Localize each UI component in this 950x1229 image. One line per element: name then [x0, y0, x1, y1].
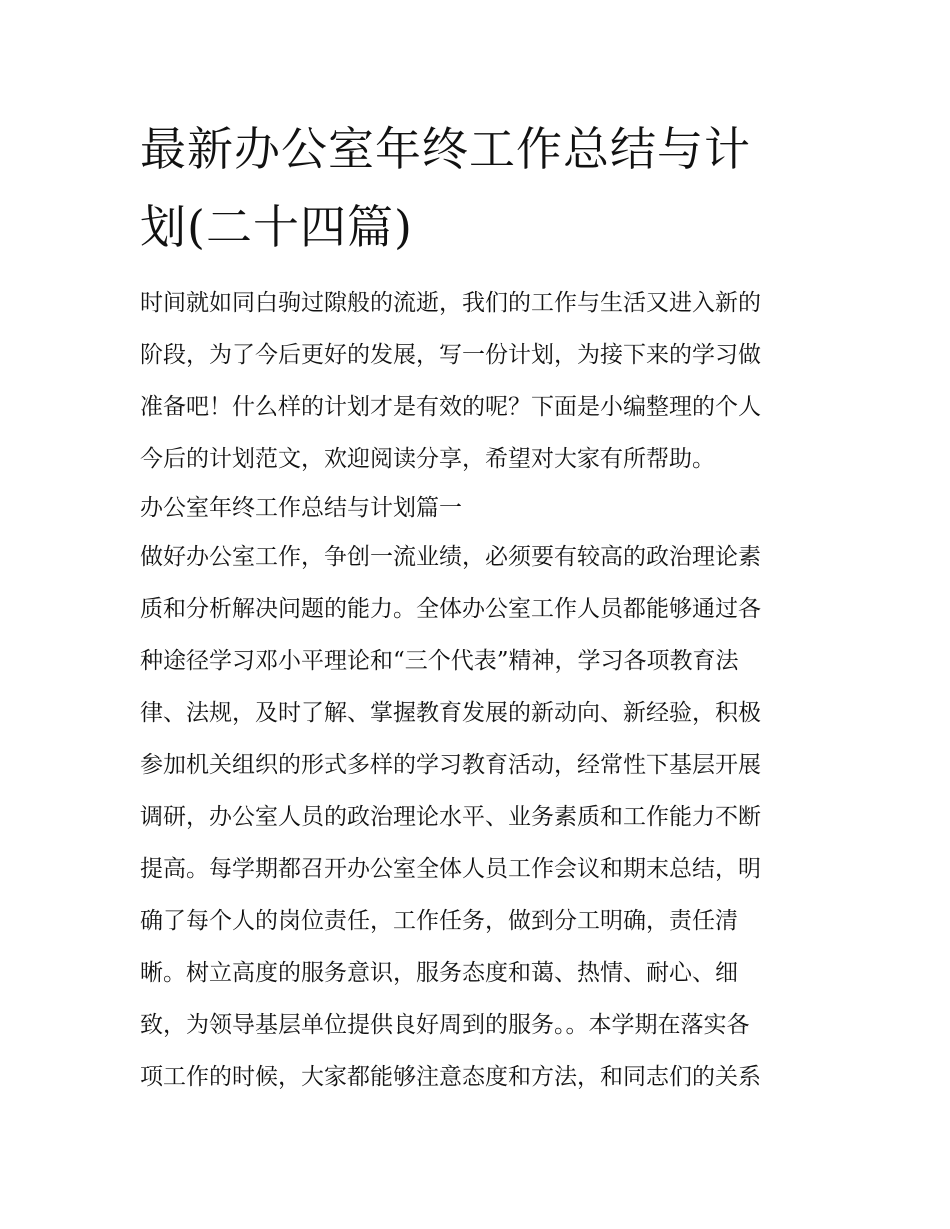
intro-paragraph: [140, 277, 820, 485]
document-title: [140, 110, 810, 266]
title-line-1: 最新办公室年终工作总结与计: [140, 122, 751, 176]
document-body: [140, 277, 820, 1103]
section-heading: 办公室年终工作总结与计划篇一: [140, 495, 462, 521]
section-line: 做好办公室工作，争创一流业绩，必须要有较高的政治理论素: [140, 544, 761, 570]
section-line: 提高。每学期都召开办公室全体人员工作会议和期末总结，明: [140, 856, 761, 882]
section-line: 种途径学习邓小平理论和“三个代表”精神，学习各项教育法: [140, 648, 739, 674]
title-line-2: 划(二十四篇): [140, 200, 413, 254]
intro-line: 阶段，为了今后更好的发展，写一份计划，为接下来的学习做: [140, 342, 761, 368]
section-line: 参加机关组织的形式多样的学习教育活动，经常性下基层开展: [140, 752, 761, 778]
section-line: 质和分析解决问题的能力。全体办公室工作人员都能够通过各: [140, 596, 761, 622]
intro-line: 今后的计划范文，欢迎阅读分享，希望对大家有所帮助。: [140, 446, 715, 472]
section-line: 确了每个人的岗位责任，工作任务，做到分工明确，责任清: [140, 908, 738, 934]
section-line: 晰。树立高度的服务意识，服务态度和蔼、热情、耐心、细: [140, 960, 738, 986]
section-line: 律、法规，及时了解、掌握教育发展的新动向、新经验，积极: [140, 700, 761, 726]
intro-line: 准备吧！什么样的计划才是有效的呢？下面是小编整理的个人: [140, 394, 761, 420]
intro-line: 时间就如同白驹过隙般的流逝，我们的工作与生活又进入新的: [140, 290, 761, 316]
section-line: 项工作的时候，大家都能够注意态度和方法，和同志们的关系: [140, 1064, 761, 1090]
section-paragraph: [140, 531, 820, 1103]
section-line: 调研，办公室人员的政治理论水平、业务素质和工作能力不断: [140, 804, 761, 830]
section-line: 致，为领导基层单位提供良好周到的服务。。本学期在落实各: [140, 1012, 750, 1038]
